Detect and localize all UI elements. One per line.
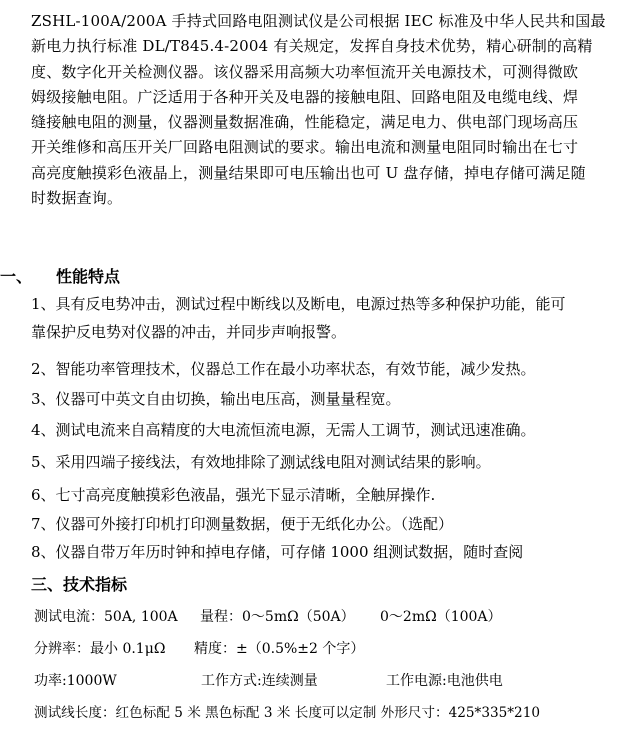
spec-mode: 工作方式:连续测量 xyxy=(201,673,318,689)
spec-row-cable xyxy=(34,701,540,721)
spec-row-power xyxy=(34,670,503,690)
feature-line: 6、七寸高亮度触摸彩色液晶，强光下显示清晰，全触屏操作. xyxy=(31,486,436,504)
feature-text: 电阻对测试结果的影响。 xyxy=(325,453,491,471)
intro-line: 度、数字化开关检测仪器。该仪器采用高频大功率恒流开关电源技术，可测得微欧 xyxy=(31,62,579,81)
section-number: 一、 xyxy=(0,267,33,286)
spec-range-2: 0～2mΩ（100A） xyxy=(380,609,502,625)
spec-row-current xyxy=(34,606,502,626)
intro-line: ZSHL-100A/200A 手持式回路电阻测试仪是公司根据 IEC 标准及中华人民共和国最 xyxy=(31,12,606,30)
feature-item-5 xyxy=(31,448,631,476)
feature-line: 4、测试电流来自高精度的大电流恒流电源，无需人工调节，测试迅速准确。 xyxy=(31,421,536,439)
intro-line: 姆级接触电阻。广泛适用于各种开关及电器的接触电阻、回路电阻及电缆电线、焊 xyxy=(31,87,579,106)
intro-line: 开关维修和高压开关厂回路电阻测试的要求。输出电流和测量电阻同时输出在七寸 xyxy=(31,138,579,157)
spec-accuracy: 精度：±（0.5%±2 个字） xyxy=(194,641,365,657)
feature-item-6 xyxy=(31,481,631,509)
intro-line: 时数据查询。 xyxy=(31,189,123,208)
feature-item-8 xyxy=(31,538,631,566)
feature-line: 2、智能功率管理技术，仪器总工作在最小功率状态，有效节能，减少发热。 xyxy=(31,360,536,378)
feature-line: 3、仪器可中英文自由切换，输出电压高，测量量程宽。 xyxy=(31,390,401,408)
underlined-term: 测试线 xyxy=(280,453,326,471)
intro-line: 高亮度触摸彩色液晶上，测量结果即可电压输出也可 U 盘存储，掉电存储可满足随 xyxy=(31,163,586,182)
intro-line: 缝接触电阻的测量，仪器测量数据准确，性能稳定，满足电力、供电部门现场高压 xyxy=(31,113,579,132)
spec-current: 测试电流：50A, 100A xyxy=(34,609,178,625)
section-heading-specs: 三、技术指标 xyxy=(31,575,128,594)
feature-line: 8、仪器自带万年历时钟和掉电存储，可存储 1000 组测试数据，随时查阅 xyxy=(31,543,524,561)
feature-item-4 xyxy=(31,416,631,444)
intro-paragraph xyxy=(31,9,631,211)
intro-line: 新电力执行标准 DL/T845.4-2004 有关规定，发挥自身技术优势，精心研制的高精 xyxy=(31,37,593,56)
spec-range: 量程：0～5mΩ（50A） xyxy=(200,609,355,625)
feature-line: 1、具有反电势冲击，测试过程中断线以及断电，电源过热等多种保护功能，能可 xyxy=(31,295,566,313)
section-heading-features xyxy=(0,264,120,287)
feature-text: 5、采用四端子接线法，有效地排除了 xyxy=(31,453,281,471)
spec-row-resolution xyxy=(34,638,364,658)
spec-cable-length: 测试线长度：红色标配 5 米 黑色标配 3 米 长度可以定制 外形尺寸：425*335*210 xyxy=(34,705,541,721)
spec-supply: 工作电源:电池供电 xyxy=(386,673,503,689)
feature-line xyxy=(31,448,631,476)
section-title: 性能特点 xyxy=(56,267,121,286)
feature-line: 7、仪器可外接打印机打印测量数据，便于无纸化办公。（选配） xyxy=(31,515,454,533)
feature-item-7 xyxy=(31,510,631,538)
feature-item-3 xyxy=(31,385,631,413)
feature-item-2 xyxy=(31,355,631,383)
spec-resolution: 分辨率：最小 0.1μΩ xyxy=(34,641,166,657)
spec-power: 功率:1000W xyxy=(34,673,117,689)
feature-line: 靠保护反电势对仪器的冲击，并同步声响报警。 xyxy=(31,323,347,341)
feature-item-1 xyxy=(31,290,631,346)
